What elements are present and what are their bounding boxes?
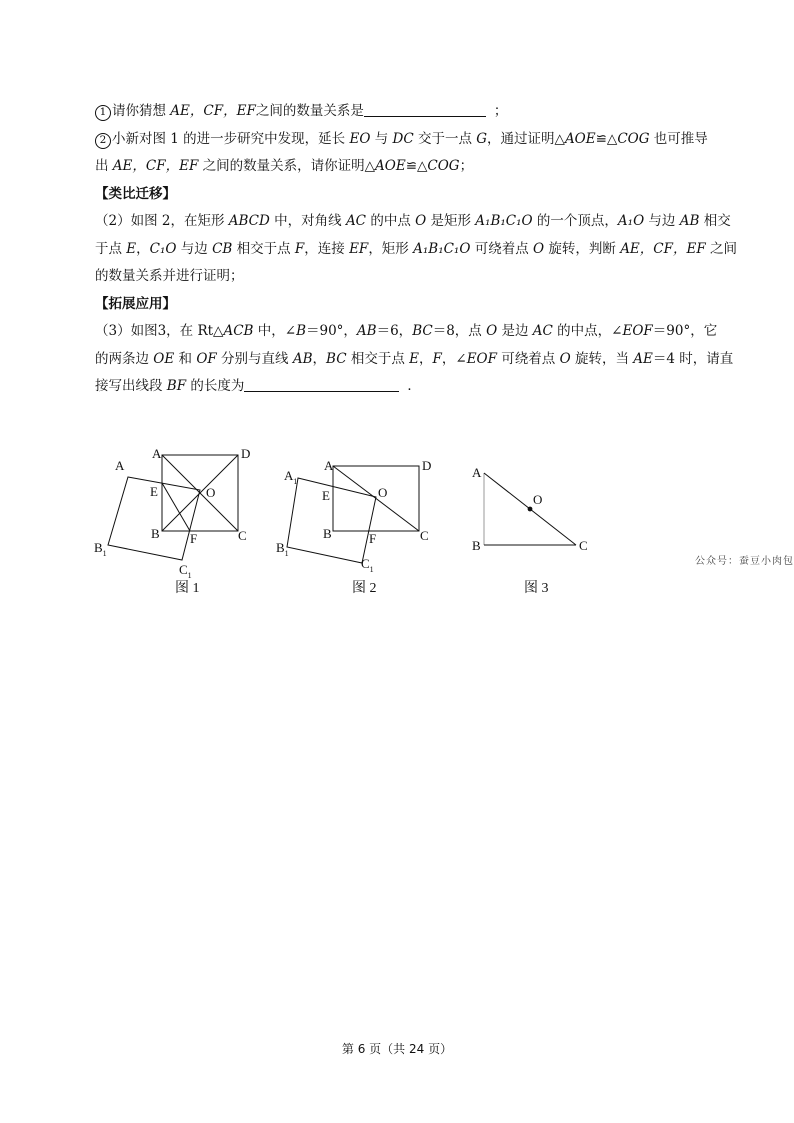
fig3-caption: 图 3 <box>524 581 549 596</box>
fig1-label-b1: $B_1$ <box>94 540 107 558</box>
part-2-line-1: （2）如图 2，在矩形 ABCD 中，对角线 AC 的中点 O 是矩形 A₁B₁C₁O 的一个顶点，A₁O 与边 AB 相交 <box>95 213 731 229</box>
figure-1 <box>108 455 238 560</box>
fig3-label-a: A <box>472 465 482 480</box>
fig2-label-f: F <box>369 531 377 546</box>
figure-3 <box>484 473 576 545</box>
part-2-line-2: 于点 E，C₁O 与边 CB 相交于点 F，连接 EF，矩形 A₁B₁C₁O 可绕着点 O 旋转，判断 AE，CF，EF 之间 <box>95 240 738 257</box>
figure-2 <box>287 466 419 563</box>
part-3-line-3: 接写出线段 BF 的长度为 ． <box>95 378 421 394</box>
figures-row <box>0 440 794 610</box>
fig1-label-c: C <box>238 528 247 543</box>
fig1-label-e: E <box>150 484 158 499</box>
fig1-label-a: A <box>152 446 162 461</box>
fig1-label-o: O <box>206 485 216 500</box>
fig1-label-b: B <box>151 526 160 541</box>
fig2-label-b: B <box>323 526 332 541</box>
fig3-label-b: B <box>472 538 481 553</box>
fig2-label-c1: $C_1$ <box>361 556 374 574</box>
fig3-point-o <box>528 507 533 512</box>
part-3-line-2: 的两条边 OE 和 OF 分别与直线 AB，BC 相交于点 E，F，∠EOF 可绕着点 O 旋转，当 AE＝4 时，请直 <box>95 350 734 367</box>
section-heading-extension: 【拓展应用】 <box>95 295 176 312</box>
part-2-line-3: 的数量关系并进行证明； <box>95 268 244 284</box>
question-2-line-1: 2 小新对图 1 的进一步研究中发现，延长 EO 与 DC 交于一点 G，通过证明△AOE≌△COG 也可推导 <box>95 126 735 154</box>
figures-svg <box>0 440 794 610</box>
fig2-label-e: E <box>322 488 330 503</box>
fig3-label-o: O <box>533 492 543 507</box>
fig1-label-c1: $C_1$ <box>179 562 192 580</box>
section-heading-analogy: 【类比迁移】 <box>95 185 176 202</box>
question-2-line-2: 出 AE，CF，EF 之间的数量关系，请你证明△AOE≌△COG； <box>95 158 474 174</box>
circled-number-1: 1 <box>95 105 111 121</box>
fig2-labels <box>276 458 431 574</box>
fig2-label-d: D <box>422 458 432 473</box>
watermark-text: 公众号：蚕豆小肉包 <box>695 556 794 567</box>
page-footer: 第 6 页（共 24 页） <box>341 1042 453 1056</box>
problem-text <box>95 98 738 401</box>
fig1-label-a1: A <box>115 458 125 473</box>
fig2-label-o: O <box>378 485 388 500</box>
answer-blank-1[interactable] <box>364 102 486 117</box>
fig2-label-a1: $A_1$ <box>284 468 298 486</box>
fig2-label-a: A <box>324 458 334 473</box>
fig1-caption: 图 1 <box>175 581 200 596</box>
question-1-line: 1 请你猜想 AE，CF，EF之间的数量关系是 ； <box>95 98 735 126</box>
fig1-label-d: D <box>241 446 251 461</box>
fig2-rotated-rectangle <box>287 478 376 563</box>
circled-number-2: 2 <box>95 133 111 149</box>
part-3-line-1: （3）如图3，在 Rt△ACB 中，∠B＝90°，AB＝6，BC＝8，点 O 是边 AC 的中点，∠EOF＝90°，它 <box>95 323 718 339</box>
fig2-label-b1: $B_1$ <box>276 540 289 558</box>
fig3-label-c: C <box>579 538 588 553</box>
fig2-label-c: C <box>420 528 429 543</box>
fig2-caption: 图 2 <box>352 581 377 596</box>
answer-blank-3[interactable] <box>244 377 399 392</box>
fig1-label-f: F <box>190 531 198 546</box>
